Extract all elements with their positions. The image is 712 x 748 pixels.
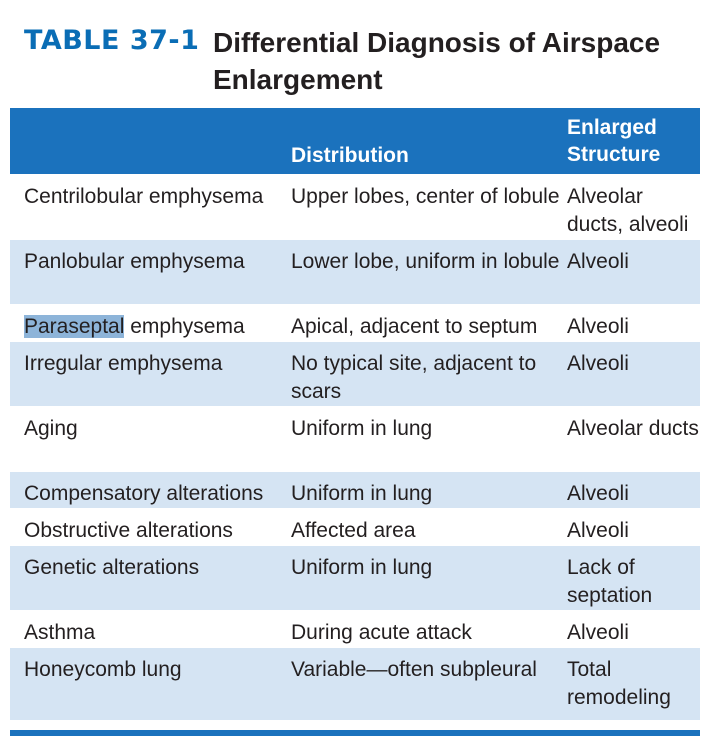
table-bottom-rule	[10, 730, 700, 736]
table-number: TABLE 37-1	[24, 25, 200, 56]
structure-cell: Alveolar ducts, alveoli	[567, 185, 689, 236]
distribution-cell: Lower lobe, uniform in lobule	[291, 250, 560, 273]
table-row	[10, 341, 700, 406]
table-header-row	[10, 108, 700, 174]
structure-cell: Alveoli	[567, 315, 629, 338]
structure-cell: Alveoli	[567, 519, 629, 542]
structure-cell: Alveoli	[567, 352, 629, 375]
structure-cell: Alveoli	[567, 250, 629, 273]
header-distribution: Distribution	[291, 144, 409, 167]
condition-cell: Centrilobular emphysema	[24, 185, 264, 208]
distribution-cell: Uniform in lung	[291, 417, 433, 440]
table-row	[10, 239, 700, 304]
table-title: Differential Diagnosis of Airspace Enlargement	[213, 27, 661, 95]
table-title-block	[24, 22, 694, 102]
distribution-cell: During acute attack	[291, 621, 472, 644]
condition-cell	[24, 313, 286, 341]
table-row	[10, 647, 700, 720]
structure-cell: Alveoli	[567, 621, 629, 644]
condition-cell: Panlobular emphysema	[24, 250, 245, 273]
distribution-cell: Apical, adjacent to septum	[291, 315, 538, 338]
distribution-cell: Affected area	[291, 519, 416, 542]
condition-cell: Obstructive alterations	[24, 519, 233, 542]
structure-cell: Total remodeling	[567, 658, 671, 709]
table-row	[10, 304, 700, 341]
structure-cell: Alveolar ducts	[567, 417, 699, 440]
header-enlarged-structure: Enlarged Structure	[567, 116, 661, 166]
table-row	[10, 174, 700, 239]
structure-cell: Alveoli	[567, 482, 629, 505]
distribution-cell: Uniform in lung	[291, 556, 433, 579]
condition-cell: Irregular emphysema	[24, 352, 223, 375]
condition-cell: Compensatory alterations	[24, 482, 264, 505]
condition-cell: Genetic alterations	[24, 556, 200, 579]
distribution-cell: Variable—often subpleural	[291, 658, 537, 681]
condition-cell: Aging	[24, 417, 78, 440]
table-row	[10, 610, 700, 647]
condition-cell: Honeycomb lung	[24, 658, 182, 681]
distribution-cell: No typical site, adjacent to scars	[291, 352, 537, 403]
table-row	[10, 508, 700, 545]
table-row	[10, 406, 700, 471]
condition-cell: Asthma	[24, 621, 96, 644]
table-row	[10, 471, 700, 508]
table-row	[10, 545, 700, 610]
condition-cell-rest: emphysema	[124, 315, 245, 338]
highlighted-text[interactable]: Paraseptal	[24, 315, 125, 338]
diagnosis-table	[10, 108, 700, 720]
distribution-cell: Upper lobes, center of lobule	[291, 185, 560, 208]
distribution-cell: Uniform in lung	[291, 482, 433, 505]
structure-cell: Lack of septation	[567, 556, 653, 607]
